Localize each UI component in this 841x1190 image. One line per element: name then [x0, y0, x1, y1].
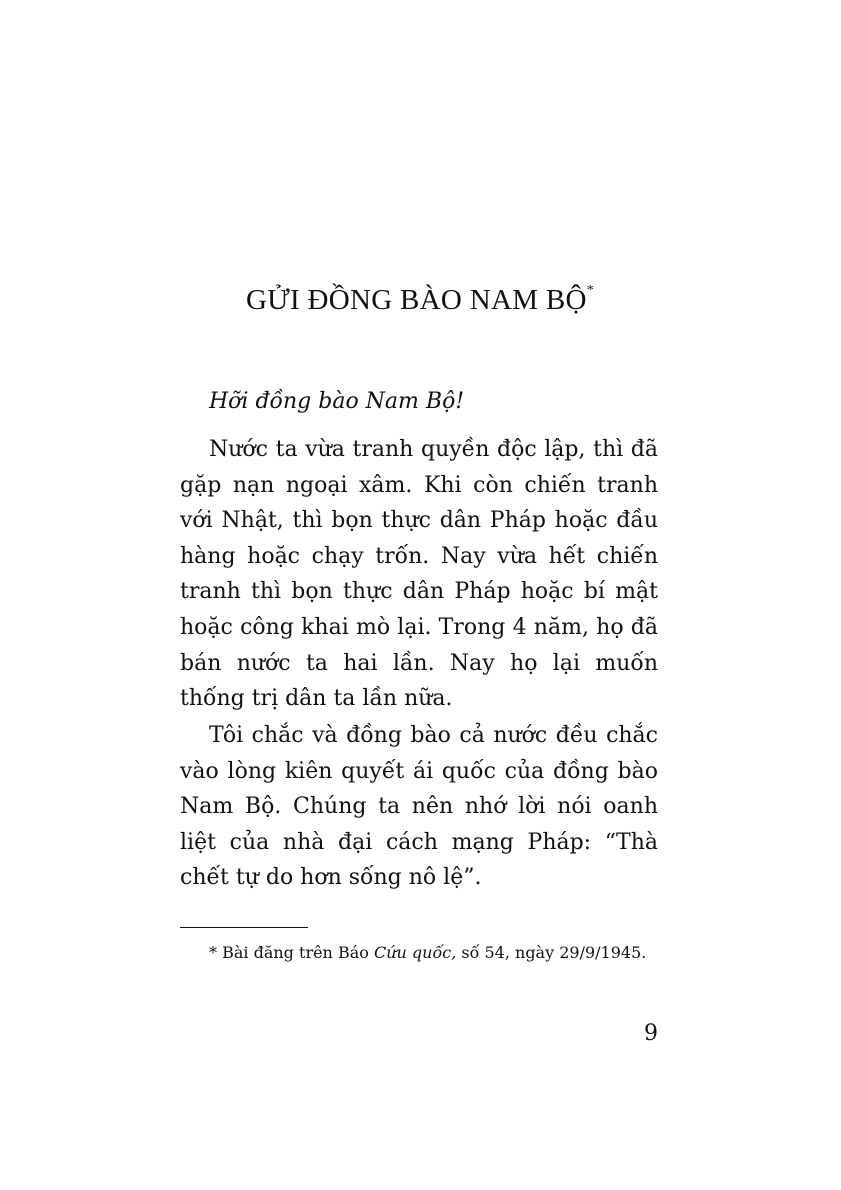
footnote-marker-bottom: * — [209, 943, 217, 962]
footnote-text-after: số 54, ngày 29/9/1945. — [461, 943, 647, 962]
footnote-marker: * — [586, 283, 595, 299]
chapter-title — [180, 284, 660, 317]
body-paragraph-1: Nước ta vừa tranh quyền độc lập, thì đã gặp nạn ngoại xâm. Khi còn chiến tranh với Nhật, thì bọn thực dân Pháp hoặc đầu hàng hoặc chạy trốn. Nay vừa hết chiến tranh thì bọn thực dân Pháp hoặc bí mật hoặc công khai mò lại. Trong 4 năm, họ đã bán nước ta hai lần. Nay họ lại muốn thống trị dân ta lần nữa. — [180, 437, 658, 712]
footnote-source: Cứu quốc, — [373, 943, 457, 962]
body-paragraph-2: Tôi chắc và đồng bào cả nước đều chắc vào lòng kiên quyết ái quốc của đồng bào Nam Bộ. Chúng ta nên nhớ lời nói oanh liệt của nhà đại cách mạng Pháp: “Thà chết tự do hơn sống nô lệ”. — [180, 723, 658, 891]
chapter-title-text: GỬI ĐỒNG BÀO NAM BỘ — [245, 284, 587, 316]
footnote-text-before: Bài đăng trên Báo — [222, 943, 369, 962]
footnote — [180, 938, 658, 968]
footnote-divider — [180, 927, 308, 928]
page-number: 9 — [644, 1021, 658, 1046]
salutation: Hỡi đồng bào Nam Bộ! — [209, 389, 465, 414]
